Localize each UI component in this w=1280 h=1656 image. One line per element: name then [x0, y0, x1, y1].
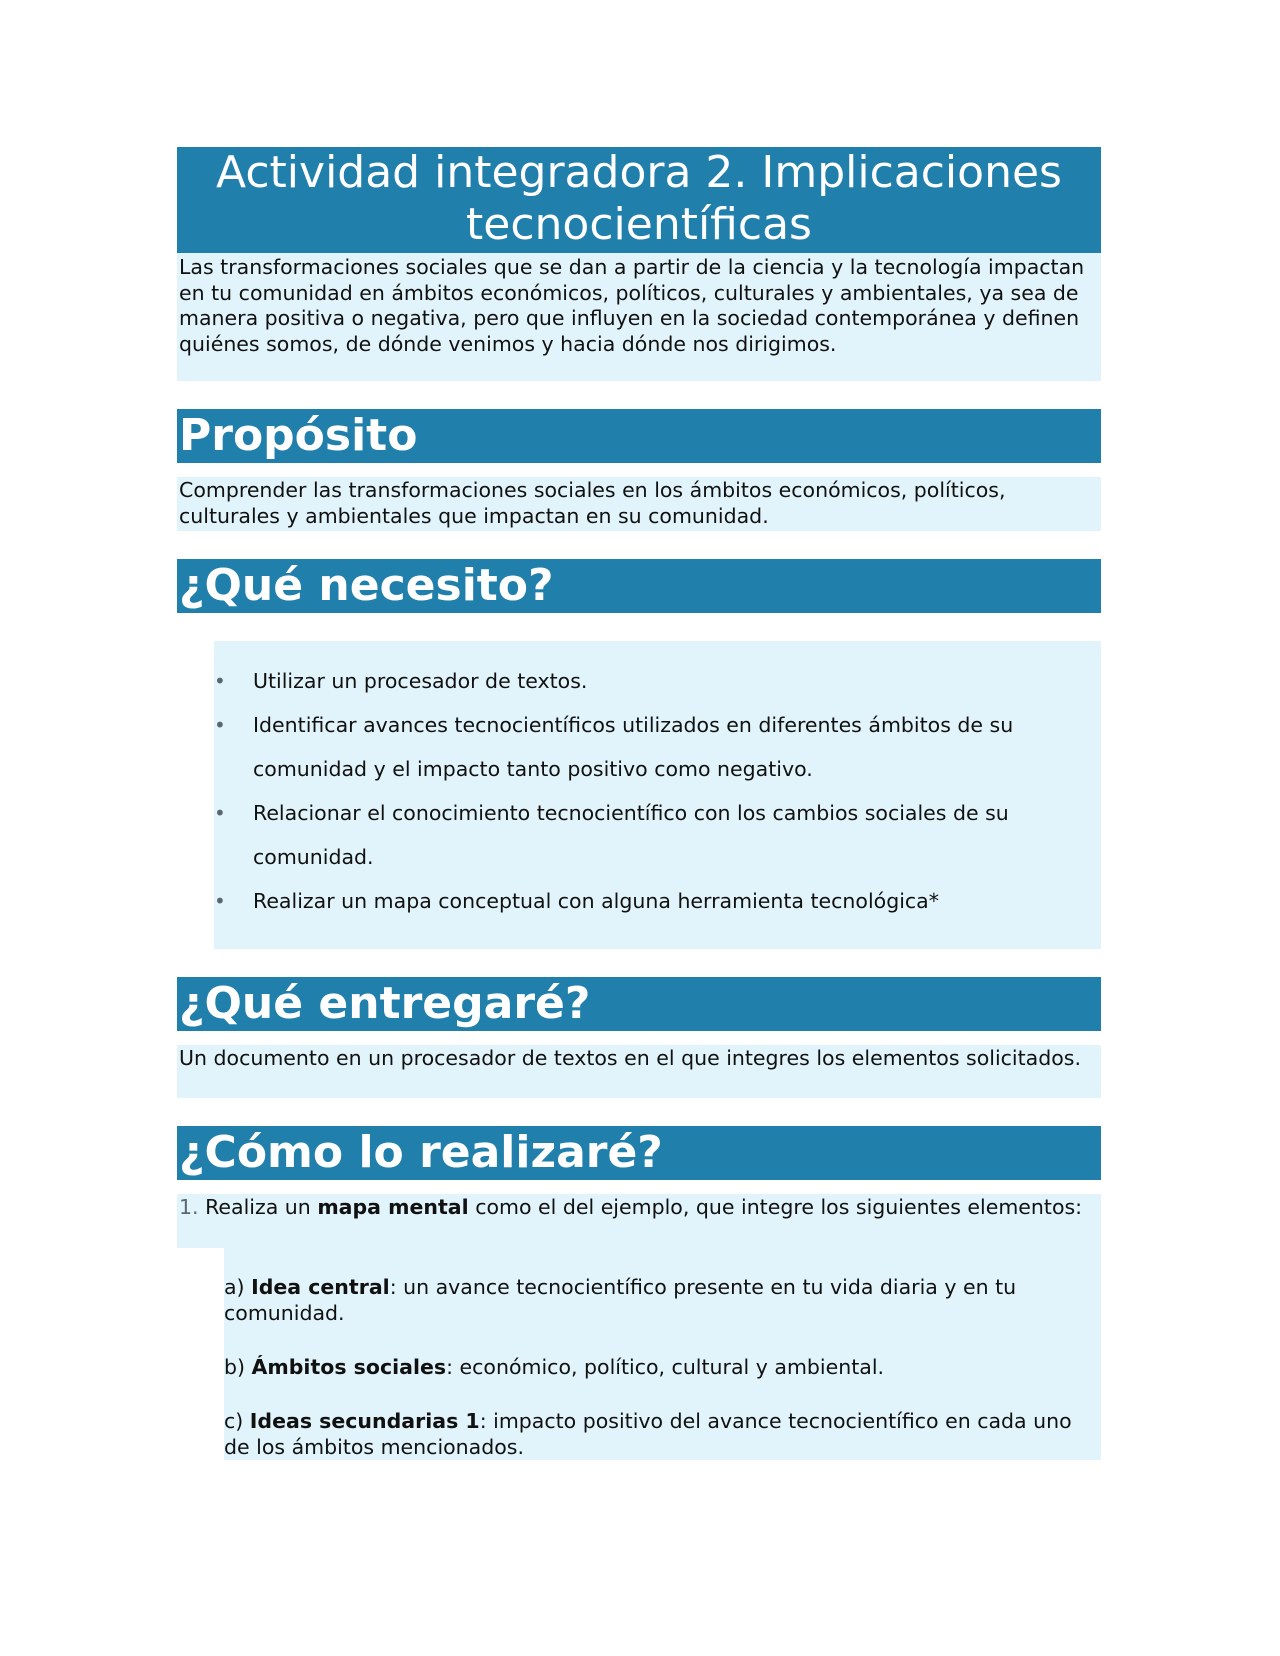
sub-item-bold: Ámbitos sociales [251, 1355, 447, 1379]
document-title: Actividad integradora 2. Implicaciones tecnocientíficas [177, 147, 1101, 253]
list-item [214, 879, 1101, 923]
step-text-end: como el del ejemplo, que integre los siguientes elementos: [468, 1195, 1083, 1219]
sub-item-text: : económico, político, cultural y ambiental. [446, 1355, 885, 1379]
sub-item-bold: Idea central [251, 1275, 390, 1299]
list-item [214, 791, 1101, 879]
heading-proposito: Propósito [177, 409, 1101, 463]
list-item-text: Utilizar un procesador de textos. [253, 669, 588, 693]
bullet-icon: • [214, 889, 226, 913]
sub-item-text: : impacto positivo del avance tecnocientífico en cada uno de los ámbitos mencionados. [224, 1409, 1072, 1459]
requirements-list [214, 659, 1101, 923]
bullet-icon: • [214, 669, 226, 693]
sub-item-c [224, 1409, 1101, 1460]
heading-como-lo-realizare: ¿Cómo lo realizaré? [177, 1126, 1101, 1180]
intro-paragraph: Las transformaciones sociales que se dan a partir de la ciencia y la tecnología impactan en tu comunidad en ámbitos económicos, políticos, culturales y ambientales, ya sea de manera positiva o negativa, pero que influyen en la sociedad contemporánea y definen quiénes somos, de dónde venimos y hacia dónde nos dirigimos. [177, 253, 1101, 381]
bullet-icon: • [214, 801, 226, 825]
list-item [214, 659, 1101, 703]
heading-que-necesito: ¿Qué necesito? [177, 559, 1101, 613]
list-item-text: Relacionar el conocimiento tecnocientífico con los cambios sociales de su comunidad. [253, 801, 1009, 869]
bullet-icon: • [214, 713, 226, 737]
sub-item-b [224, 1355, 1101, 1381]
sub-item-text: : un avance tecnocientífico presente en tu vida diaria y en tu comunidad. [224, 1275, 1017, 1325]
requirements-list-box [214, 641, 1101, 949]
step-text: Realiza un [198, 1195, 318, 1219]
heading-que-entregare: ¿Qué entregaré? [177, 977, 1101, 1031]
entregare-text: Un documento en un procesador de textos en el que integres los elementos solicitados. [177, 1045, 1101, 1098]
instructions-box [177, 1194, 1101, 1460]
sub-item-bold: Ideas secundarias 1 [249, 1409, 480, 1433]
sub-item-a [224, 1275, 1101, 1326]
document-page [177, 147, 1101, 1460]
step-number: 1. [179, 1195, 199, 1219]
proposito-text: Comprender las transformaciones sociales en los ámbitos económicos, políticos, culturales y ambientales que impactan en su comunidad. [177, 477, 1101, 531]
sub-item-letter: a) [224, 1275, 252, 1299]
sub-item-letter: b) [224, 1355, 252, 1379]
sub-item-letter: c) [224, 1409, 250, 1433]
list-item-text: Identificar avances tecnocientíficos utilizados en diferentes ámbitos de su comunidad y el impacto tanto positivo como negativo. [253, 713, 1014, 781]
list-item [214, 703, 1101, 791]
list-item-text: Realizar un mapa conceptual con alguna herramienta tecnológica* [253, 889, 939, 913]
step-1 [177, 1194, 1101, 1221]
step-bold: mapa mental [317, 1195, 469, 1219]
